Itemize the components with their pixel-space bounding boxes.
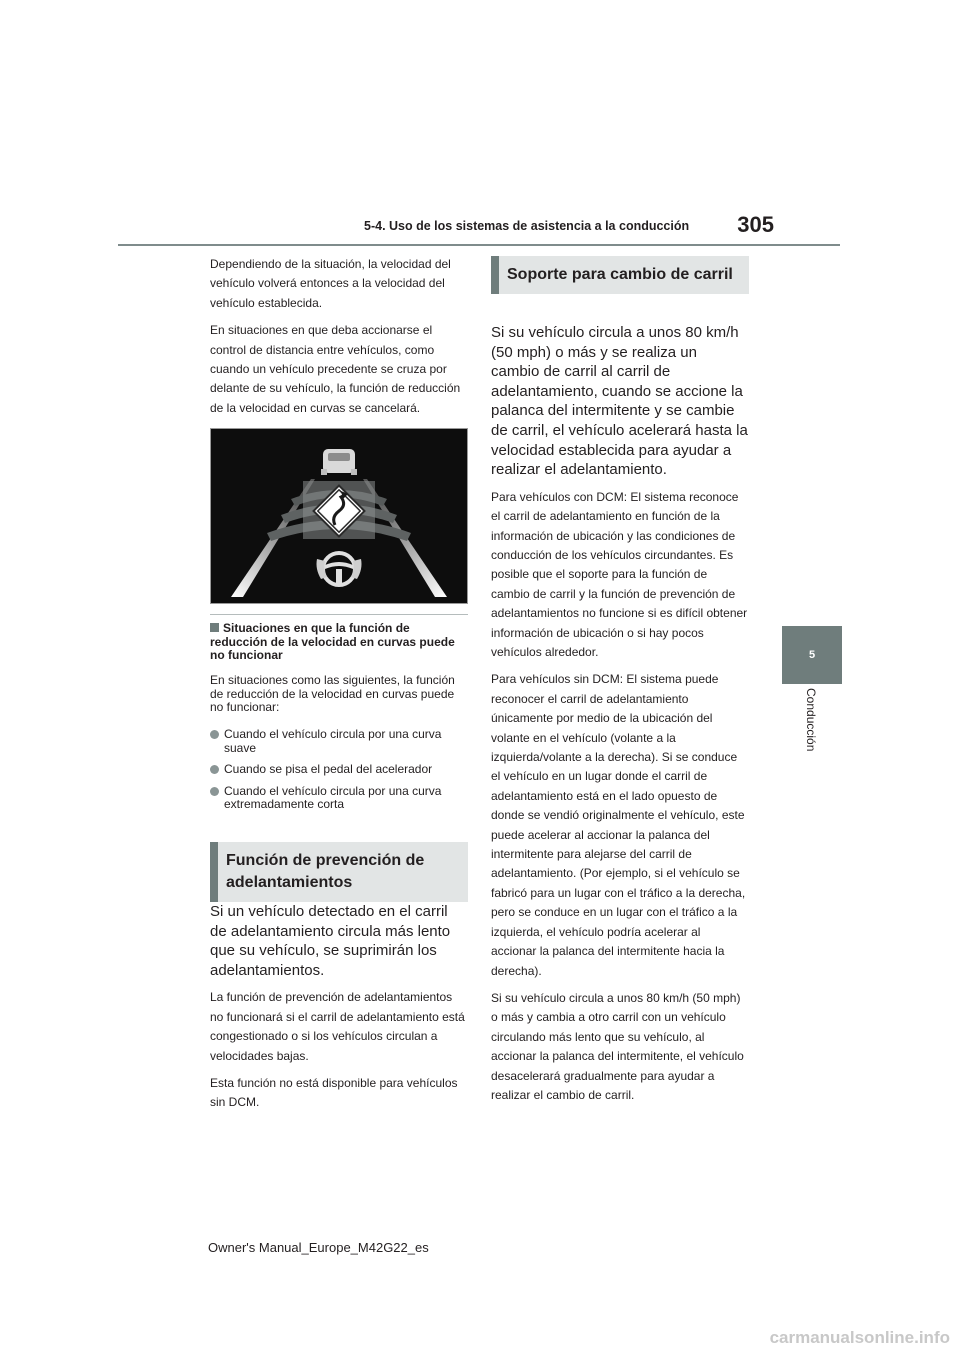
situations-intro: En situaciones como las siguientes, la función de reducción de la velocidad en curvas puede no funcionar:	[210, 673, 455, 714]
section-title: 5-4. Uso de los sistemas de asistencia a la conducción	[364, 219, 690, 233]
subheading-text: Situaciones en que la función de reducción de la velocidad en curvas puede no funcionar	[210, 621, 455, 662]
paragraph: La función de prevención de adelantamientos no funcionará si el carril de adelantamiento está congestionado o si los vehículos circulan a velocidades bajas.	[210, 990, 465, 1063]
bullet-dot-icon	[210, 765, 219, 774]
situations-list	[210, 728, 468, 820]
figure-divider	[210, 614, 468, 615]
left-intro	[210, 255, 468, 426]
list-item	[210, 728, 468, 755]
paragraph: Para vehículos con DCM: El sistema reconoce el carril de adelantamiento en función de la información de ubicación y las condiciones de conducción de los vehículos circundantes. Es posible que el soporte para la función de cambio de carril y la función de prevención de adelantamientos no funcione si es difícil obtener información de ubicación o si hay pocos vehículos alrededor.	[491, 489, 748, 659]
lane-lead: Si su vehículo circula a unos 80 km/h (50 mph) o más y se realiza un cambio de carril al carril de adelantamiento, cuando se accione la palanca del intermitente y se cambie de carril, el vehículo acelerará hasta la velocidad establecida para ayudar a realizar el adelantamiento.	[491, 324, 748, 479]
paragraph: Esta función no está disponible para vehículos sin DCM.	[210, 1076, 458, 1110]
square-bullet-icon	[210, 623, 219, 632]
overtake-lead: Si un vehículo detectado en el carril de adelantamiento circula más lento que su vehículo, se suprimirán los adelantamientos.	[210, 903, 451, 979]
list-item-text: Cuando el vehículo circula por una curva suave	[224, 727, 442, 755]
page-header	[0, 0, 960, 250]
chapter-label-text: Conducción	[804, 688, 818, 752]
chapter-tab-number[interactable]: 5	[782, 626, 842, 684]
preceding-vehicle-icon	[321, 449, 357, 475]
bullet-dot-icon	[210, 787, 219, 796]
list-item	[210, 785, 468, 812]
header-rule	[118, 244, 840, 246]
subheading-situations	[210, 622, 468, 663]
footer-manual-id: Owner's Manual_Europe_M42G22_es	[208, 1240, 429, 1255]
paragraph: Para vehículos sin DCM: El sistema puede reconocer el carril de adelantamiento únicamente por medio de la ubicación del volante en el vehículo (volante a la izquierda/volante a la derecha). Si se conduce el vehículo en un lugar donde el carril de adelantamiento está en el lado opuesto de donde se vendió originalmente el vehículo, este puede acelerar al accionar la palanca del intermitente para alejarse del carril de adelantamiento. (Por ejemplo, si el vehículo se fabricó para un lugar con el tráfico a la derecha, pero se conduce en un lugar con el tráfico a la izquierda, el vehículo podría acelerar al accionar la palanca del intermitente hacia la derecha).	[491, 672, 746, 978]
bullet-dot-icon	[210, 730, 219, 739]
list-item-text: Cuando se pisa el pedal del acelerador	[224, 762, 433, 776]
list-item	[210, 763, 468, 777]
illustration-curve-speed-reduction	[210, 428, 468, 604]
watermark: carmanualsonline.info	[769, 1328, 950, 1347]
illustration-svg	[211, 429, 467, 603]
paragraph: Dependiendo de la situación, la velocidad del vehículo volverá entonces a la velocidad del vehículo establecida.	[210, 257, 451, 310]
page-number: 305	[737, 212, 774, 237]
lane-change-section	[491, 323, 749, 1113]
heading-lane-change-support: Soporte para cambio de carril	[491, 256, 749, 294]
chapter-tab-label[interactable]	[782, 688, 842, 768]
list-item-text: Cuando el vehículo circula por una curva extremadamente corta	[224, 783, 442, 811]
paragraph: En situaciones en que deba accionarse el control de distancia entre vehículos, como cuando un vehículo precedente se cruza por delante de su vehículo, la función de reducción de la velocidad en curvas se cancelará.	[210, 323, 461, 415]
heading-overtake-prevention: Función de prevención de adelantamientos	[210, 842, 468, 902]
overtake-section	[210, 902, 468, 1121]
paragraph: Si su vehículo circula a unos 80 km/h (50 mph) o más y cambia a otro carril con un vehículo circulando más lento que su vehículo, al accionar la palanca del intermitente, el vehículo desacelerará gradualmente para ayudar a realizar el cambio de carril.	[491, 990, 744, 1102]
steering-wheel-hands-icon	[317, 553, 362, 585]
